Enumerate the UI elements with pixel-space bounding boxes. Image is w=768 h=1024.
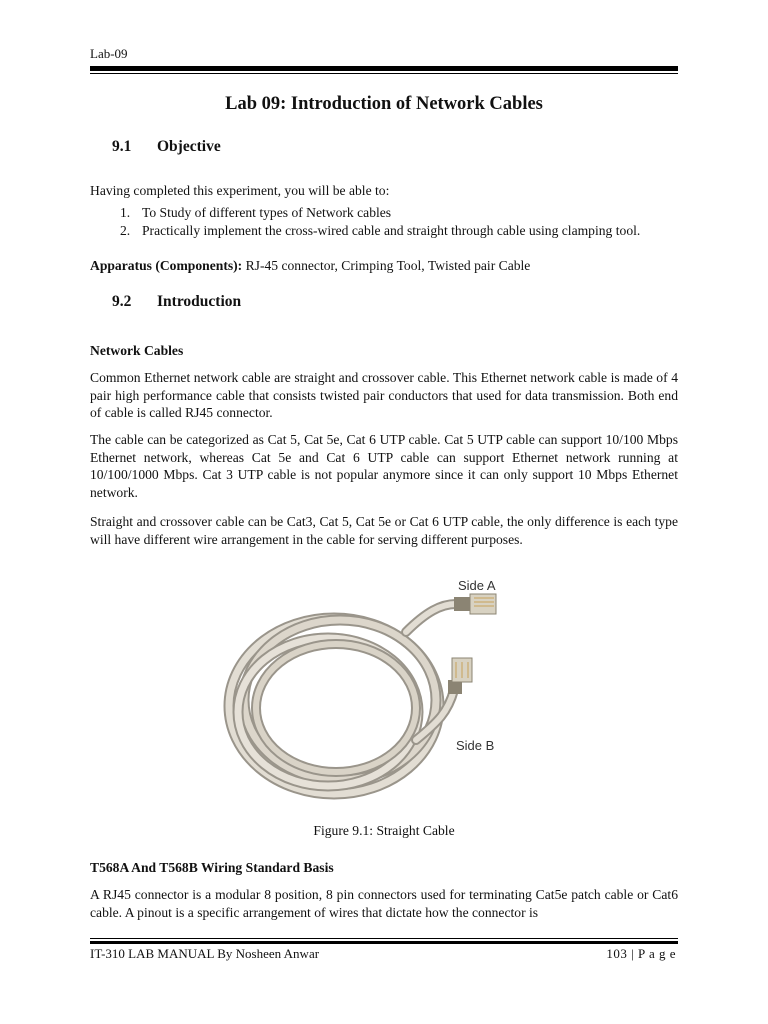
rj45-connector-side-b	[448, 658, 472, 694]
apparatus-text: RJ-45 connector, Crimping Tool, Twisted pair Cable	[242, 258, 531, 273]
section-title: Objective	[157, 138, 221, 155]
list-number: 1.	[120, 205, 131, 220]
list-number: 2.	[120, 222, 131, 238]
page-number: 103 | P a g e	[606, 946, 676, 961]
rj45-connector-side-a	[454, 594, 496, 614]
network-cables-subheading: Network Cables	[90, 343, 184, 358]
section-number: 9.2	[112, 293, 132, 310]
section-title: Introduction	[157, 293, 242, 310]
header-rule-thin	[90, 73, 678, 74]
running-head: Lab-09	[90, 46, 128, 61]
objective-list	[120, 204, 678, 239]
intro-paragraph-3: Straight and crossover cable can be Cat3, Cat 5, Cat 5e or Cat 6 UTP cable, the only difference is each type will have different wire arrangement in the cable for serving different purposes.	[90, 514, 678, 547]
intro-paragraph-1: Common Ethernet network cable are straight and crossover cable. This Ethernet network cable is made of 4 pair high performance cable that consists twisted pair conductors that used for data transmission. Both end of cable is called RJ45 connector.	[90, 370, 678, 420]
intro-paragraph-2: The cable can be categorized as Cat 5, Cat 5e, Cat 6 UTP cable. Cat 5 UTP cable can support 10/100 Mbps Ethernet network, whereas Cat 5e and Cat 6 UTP cable can support Ethernet network running at 10/100/1000 Mbps. Cat 3 UTP cable is not popular anymore since it can only support 10 Mbps Ethernet network.	[90, 432, 678, 500]
wiring-paragraph: A RJ45 connector is a modular 8 position, 8 pin connectors used for terminating Cat5e patch cable or Cat6 cable. A pinout is a specific arrangement of wires that dictate how the connector is	[90, 887, 678, 920]
list-item	[120, 222, 678, 240]
section-objective-heading	[112, 138, 221, 156]
list-text: Practically implement the cross-wired cable and straight through cable using clamping tool.	[142, 222, 641, 238]
header-rule-thick	[90, 66, 678, 71]
apparatus-label: Apparatus (Components):	[90, 258, 243, 273]
apparatus-line	[90, 257, 678, 275]
footer-rule-thick	[90, 941, 678, 944]
page-title: Lab 09: Introduction of Network Cables	[225, 94, 543, 114]
side-b-label: Side B	[456, 738, 495, 753]
side-a-label: Side A	[458, 578, 496, 593]
document-page	[90, 0, 678, 1024]
footer-left: IT-310 LAB MANUAL By Nosheen Anwar	[90, 946, 320, 961]
straight-cable-image	[216, 572, 516, 807]
section-number: 9.1	[112, 138, 132, 155]
footer-rule-thin	[90, 938, 678, 939]
list-item	[120, 204, 678, 222]
list-text: To Study of different types of Network cables	[142, 205, 392, 220]
wiring-standard-subheading: T568A And T568B Wiring Standard Basis	[90, 860, 334, 875]
objective-intro: Having completed this experiment, you will be able to:	[90, 183, 390, 198]
section-introduction-heading	[112, 293, 241, 311]
figure-caption: Figure 9.1: Straight Cable	[313, 823, 455, 838]
